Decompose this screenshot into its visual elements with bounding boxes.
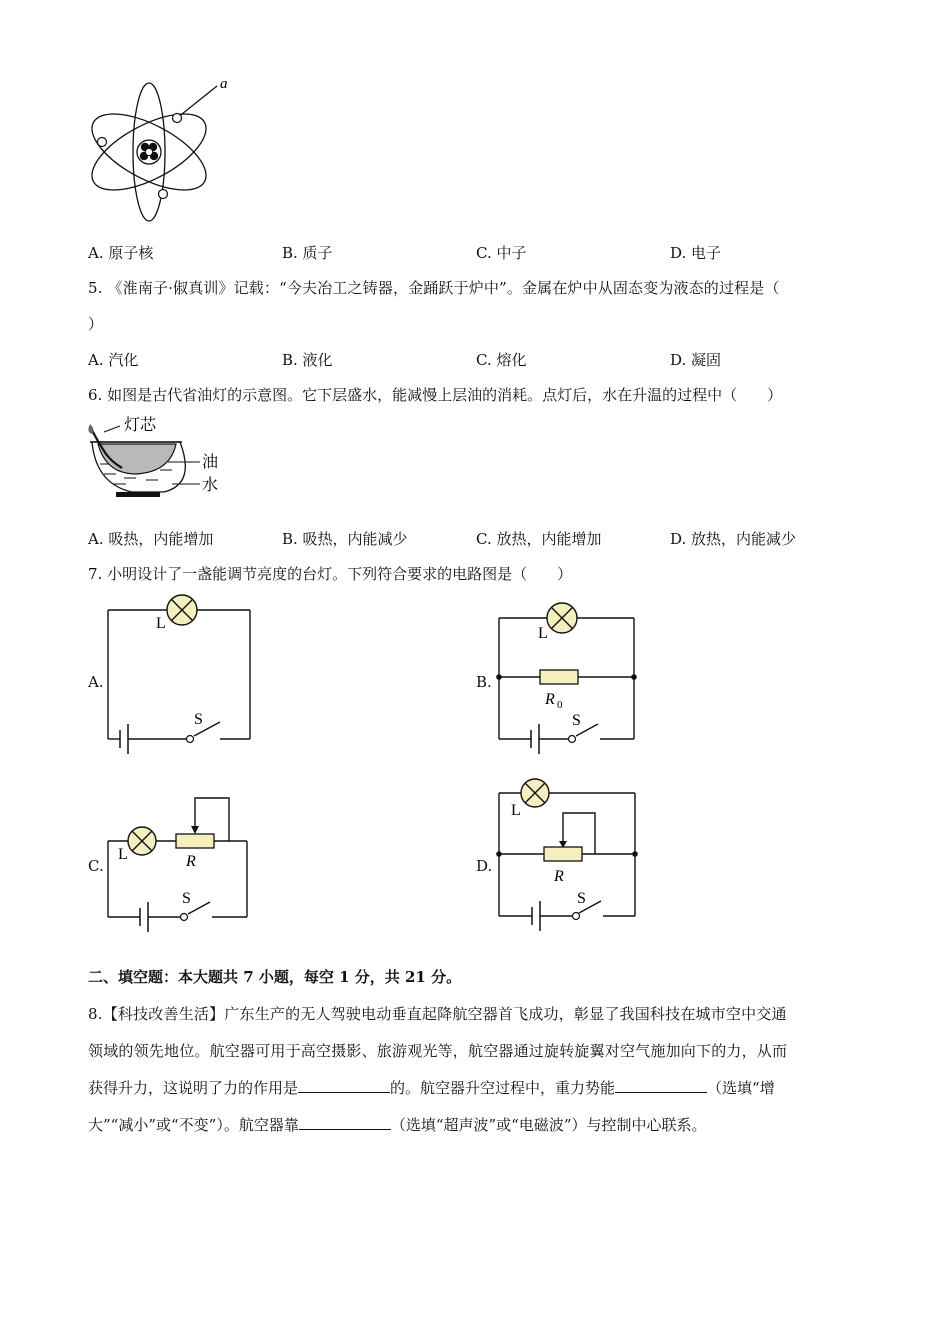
answer-blank-1[interactable] bbox=[298, 1079, 390, 1093]
rheostat-slider-arrow bbox=[191, 826, 199, 834]
rheostat-symbol bbox=[544, 847, 582, 861]
label-wick: 灯芯 bbox=[124, 417, 157, 434]
battery-symbol bbox=[532, 901, 540, 931]
q4-option-c[interactable]: C. 中子 bbox=[476, 244, 527, 262]
rheostat-symbol bbox=[176, 834, 214, 848]
q7-option-c[interactable]: C. bbox=[88, 857, 104, 875]
switch-symbol bbox=[573, 913, 580, 920]
q4-option-b[interactable]: B. 质子 bbox=[282, 244, 333, 262]
junction bbox=[632, 851, 638, 857]
electron bbox=[98, 138, 107, 147]
q8-line-3-text-c: （选填“增 bbox=[707, 1079, 775, 1097]
circuit-a bbox=[100, 590, 260, 760]
circuit-c bbox=[100, 790, 260, 940]
q7-option-b[interactable]: B. bbox=[476, 673, 492, 691]
switch-label: S bbox=[194, 711, 203, 728]
q7-option-a[interactable]: A. bbox=[88, 673, 104, 691]
q5-option-d[interactable]: D. 凝固 bbox=[670, 351, 722, 369]
fixed-resistor-symbol bbox=[540, 670, 578, 684]
nucleon-light bbox=[145, 148, 152, 155]
q6-option-d[interactable]: D. 放热，内能减少 bbox=[670, 530, 797, 548]
lamp-label: L bbox=[538, 625, 548, 642]
flame bbox=[88, 424, 93, 434]
fixed-resistor-subscript: 0 bbox=[557, 699, 563, 711]
junction bbox=[631, 674, 637, 680]
battery-symbol bbox=[140, 902, 148, 932]
q8-line-2: 领域的领先地位。航空器可用于高空摄影、旅游观光等，航空器通过旋转旋翼对空气施加向下的力，从而 bbox=[88, 1042, 788, 1060]
q7-text: 7. 小明设计了一盏能调节亮度的台灯。下列符合要求的电路图是（ ） bbox=[88, 565, 573, 583]
q7-option-d[interactable]: D. bbox=[476, 857, 493, 875]
rheostat-label: R bbox=[554, 868, 564, 885]
q4-option-d[interactable]: D. 电子 bbox=[670, 244, 722, 262]
battery-symbol bbox=[120, 724, 128, 754]
switch-label: S bbox=[572, 712, 581, 729]
q6-option-c[interactable]: C. 放热，内能增加 bbox=[476, 530, 602, 548]
q8-line-4 bbox=[88, 1114, 707, 1135]
circuit-b bbox=[490, 598, 650, 758]
electron bbox=[159, 190, 168, 199]
switch-symbol bbox=[569, 736, 576, 743]
fixed-resistor-label: R bbox=[545, 691, 555, 708]
rheostat-label: R bbox=[186, 853, 196, 870]
atom-figure bbox=[80, 70, 240, 225]
switch-symbol bbox=[181, 914, 188, 921]
lamp-symbol bbox=[547, 603, 577, 633]
junction bbox=[496, 851, 502, 857]
label-water: 水 bbox=[202, 477, 219, 494]
q8-line-4-text-a: 大”“减小”或“不变”）。航空器靠 bbox=[88, 1116, 299, 1134]
q4-option-a[interactable]: A. 原子核 bbox=[88, 244, 154, 262]
q5-option-c[interactable]: C. 熔化 bbox=[476, 351, 527, 369]
switch-label: S bbox=[577, 890, 586, 907]
lamp-symbol bbox=[128, 827, 156, 855]
lamp-label: L bbox=[156, 615, 166, 632]
pointer-line bbox=[177, 86, 217, 118]
q5-text-end: ） bbox=[88, 315, 104, 333]
answer-blank-3[interactable] bbox=[299, 1116, 391, 1130]
switch-symbol bbox=[187, 736, 194, 743]
answer-blank-2[interactable] bbox=[615, 1079, 707, 1093]
oil-lamp-figure bbox=[84, 412, 234, 504]
q5-text: 5. 《淮南子·俶真训》记载：“今夫冶工之铸器，金踊跃于炉中”。金属在炉中从固态变为液态的过程是（ bbox=[88, 279, 780, 297]
q6-option-a[interactable]: A. 吸热，内能增加 bbox=[88, 530, 214, 548]
lamp-symbol bbox=[167, 595, 197, 625]
electron bbox=[173, 114, 182, 123]
q6-text: 6. 如图是古代省油灯的示意图。它下层盛水，能减慢上层油的消耗。点灯后，水在升温的过程中（ ） bbox=[88, 386, 783, 404]
lamp-label: L bbox=[118, 846, 128, 863]
q8-line-3 bbox=[88, 1077, 775, 1098]
lamp-symbol bbox=[521, 779, 549, 807]
q8-line-3-text-b: 的。航空器升空过程中，重力势能 bbox=[390, 1079, 616, 1097]
q8-line-1: 8.【科技改善生活】广东生产的无人驾驶电动垂直起降航空器首飞成功，彰显了我国科技在城市空中交通 bbox=[88, 1005, 787, 1023]
circuit-d bbox=[490, 775, 650, 935]
label-oil: 油 bbox=[202, 454, 219, 471]
q5-option-b[interactable]: B. 液化 bbox=[282, 351, 333, 369]
lamp-base bbox=[116, 492, 160, 497]
switch-label: S bbox=[182, 890, 191, 907]
q8-line-4-text-b: （选填“超声波”或“电磁波”）与控制中心联系。 bbox=[390, 1116, 707, 1134]
battery-symbol bbox=[531, 724, 539, 754]
section-2-title: 二、填空题：本大题共 7 小题，每空 1 分，共 21 分。 bbox=[88, 968, 462, 986]
q8-line-3-text-a: 获得升力，这说明了力的作用是 bbox=[88, 1079, 299, 1097]
q5-option-a[interactable]: A. 汽化 bbox=[88, 351, 139, 369]
lamp-label: L bbox=[511, 802, 521, 819]
q6-option-b[interactable]: B. 吸热，内能减少 bbox=[282, 530, 408, 548]
junction bbox=[496, 674, 502, 680]
figure-label-a: a bbox=[220, 76, 228, 92]
